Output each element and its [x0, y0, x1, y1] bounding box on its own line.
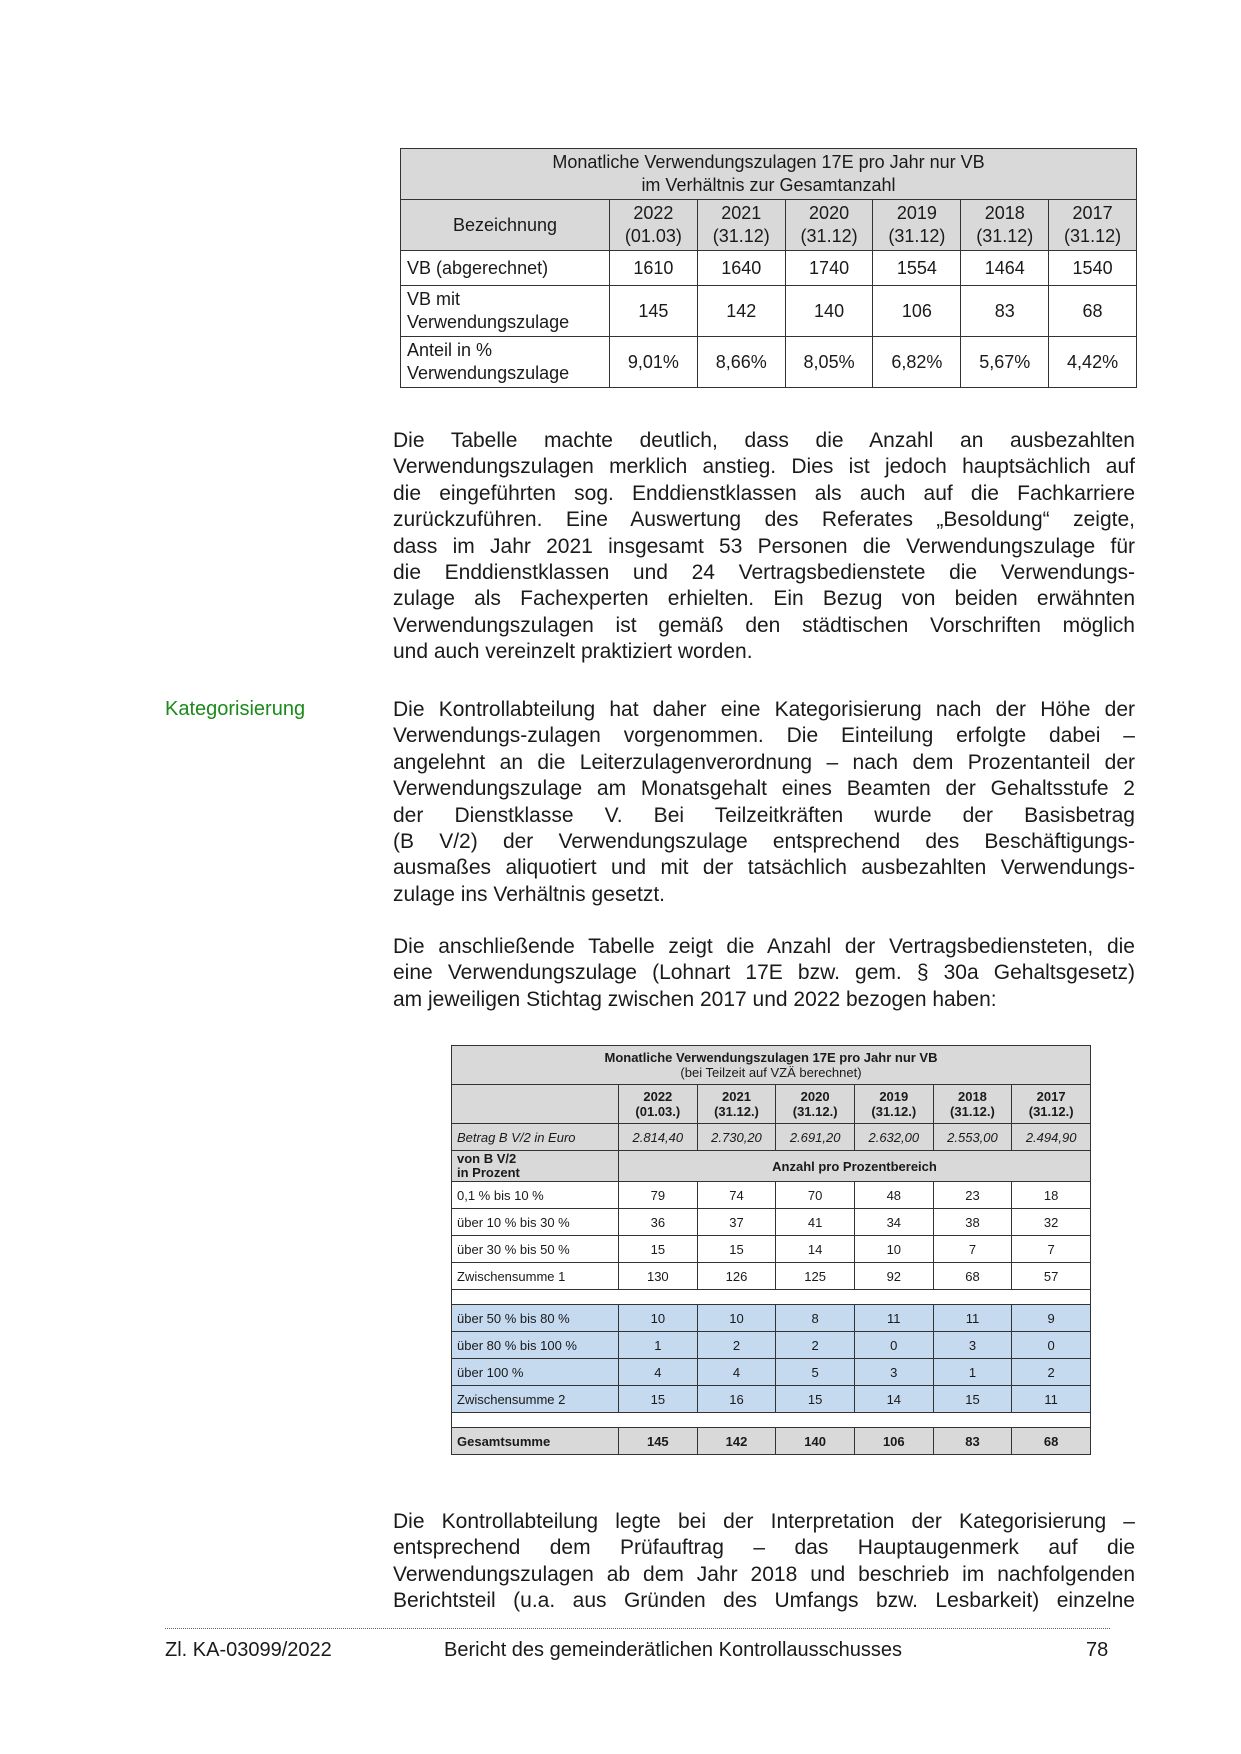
cell: 83 — [961, 286, 1049, 337]
cell: 140 — [776, 1428, 855, 1455]
column-header-empty — [452, 1085, 619, 1124]
cell: 142 — [697, 1428, 776, 1455]
table-row — [452, 1182, 1091, 1209]
paragraph-interpretation: Die Kontrollabteilung legte bei der Interpretation der Kategorisierung – entsprechend dem Prüfauftrag – das Hauptaugenmerk auf die Verwendungszulagen ab dem Jahr 2018 und beschrieb im nachfolgenden Berichtsteil (u.a. aus Gründen des Umfangs bzw. Lesbarkeit) einzelne — [393, 1510, 1135, 1613]
cell: 68 — [1012, 1428, 1091, 1455]
column-header-year: 2022 (01.03.) — [619, 1085, 698, 1124]
cell: 9 — [1012, 1305, 1091, 1332]
row-label: über 30 % bis 50 % — [452, 1236, 619, 1263]
table-row-betrag — [452, 1124, 1091, 1151]
cell: 38 — [933, 1209, 1012, 1236]
table-row — [401, 286, 1137, 337]
cell: 74 — [697, 1182, 776, 1209]
cell: 5 — [776, 1359, 855, 1386]
cell: 16 — [697, 1386, 776, 1413]
cell: 1 — [933, 1359, 1012, 1386]
table-row — [452, 1305, 1091, 1332]
column-header-year: 2018 (31.12) — [961, 200, 1049, 251]
table-title-row — [401, 149, 1137, 200]
cell: 2 — [776, 1332, 855, 1359]
table-header-row — [452, 1085, 1091, 1124]
row-label: Gesamtsumme — [452, 1428, 619, 1455]
paragraph-tabelle-deutlich: Die Tabelle machte deutlich, dass die Anzahl an ausbezahlten Verwendungszulagen merklich anstieg. Dies ist jedoch hauptsächlich auf die eingeführten sog. Enddienstklassen als auch auf die Fachkarriere zurückzuführen. Eine Auswertung des Referates „Besoldung“ zeigte, dass im Jahr 2021 insgesamt 53 Personen die Verwendungszulage für die Enddienstklassen und 24 Vertragsbedienstete die Verwendungs- zulage als Fachexperten erhielten. Ein Bezug von beiden erwähnten Verwendungszulagen ist gemäß den städtischen Vorschriften möglich und auch vereinzelt praktiziert worden. — [393, 429, 1135, 664]
page-number: 78 — [1086, 1639, 1109, 1661]
row-label: Zwischensumme 1 — [452, 1263, 619, 1290]
table-row-total — [452, 1428, 1091, 1455]
cell: 83 — [933, 1428, 1012, 1455]
column-header-year: 2021 (31.12.) — [697, 1085, 776, 1124]
cell: 2 — [1012, 1359, 1091, 1386]
cell: 142 — [697, 286, 785, 337]
cell: 23 — [933, 1182, 1012, 1209]
cell: 2.553,00 — [933, 1124, 1012, 1151]
table-section-header — [452, 1151, 1091, 1182]
margin-label-kategorisierung: Kategorisierung — [165, 698, 306, 720]
cell: 7 — [1012, 1236, 1091, 1263]
cell: 10 — [619, 1305, 698, 1332]
cell: 18 — [1012, 1182, 1091, 1209]
cell: 145 — [610, 286, 698, 337]
table-title: Monatliche Verwendungszulagen 17E pro Jahr nur VB im Verhältnis zur Gesamtanzahl — [401, 149, 1137, 200]
table-row-subtotal — [452, 1386, 1091, 1413]
cell: 2 — [697, 1332, 776, 1359]
cell: 1540 — [1049, 251, 1137, 286]
cell: 106 — [854, 1428, 933, 1455]
cell: 14 — [854, 1386, 933, 1413]
cell: 2.730,20 — [697, 1124, 776, 1151]
cell: 2.632,00 — [854, 1124, 933, 1151]
cell: 3 — [933, 1332, 1012, 1359]
cell: 92 — [854, 1263, 933, 1290]
cell: 79 — [619, 1182, 698, 1209]
cell: 2.691,20 — [776, 1124, 855, 1151]
table-row — [452, 1359, 1091, 1386]
section-header: Anzahl pro Prozentbereich — [619, 1151, 1091, 1182]
table-header-row — [401, 200, 1137, 251]
cell: 1610 — [610, 251, 698, 286]
cell: 8,66% — [697, 337, 785, 388]
cell: 7 — [933, 1236, 1012, 1263]
cell: 8,05% — [785, 337, 873, 388]
cell: 48 — [854, 1182, 933, 1209]
cell: 126 — [697, 1263, 776, 1290]
column-header-year: 2022 (01.03) — [610, 200, 698, 251]
cell: 10 — [697, 1305, 776, 1332]
row-label: VB (abgerechnet) — [401, 251, 610, 286]
cell: 41 — [776, 1209, 855, 1236]
column-header-year: 2019 (31.12) — [873, 200, 961, 251]
cell: 10 — [854, 1236, 933, 1263]
row-label: Anteil in % Verwendungszulage — [401, 337, 610, 388]
cell: 4,42% — [1049, 337, 1137, 388]
cell: 1554 — [873, 251, 961, 286]
table-row — [401, 251, 1137, 286]
table-title: Monatliche Verwendungszulagen 17E pro Jahr nur VB (bei Teilzeit auf VZÄ berechnet) — [452, 1046, 1091, 1085]
column-header: Bezeichnung — [401, 200, 610, 251]
cell: 32 — [1012, 1209, 1091, 1236]
cell: 34 — [854, 1209, 933, 1236]
table-title-row — [452, 1046, 1091, 1085]
table-row-subtotal — [452, 1263, 1091, 1290]
cell: 57 — [1012, 1263, 1091, 1290]
cell: 36 — [619, 1209, 698, 1236]
cell: 6,82% — [873, 337, 961, 388]
cell: 4 — [697, 1359, 776, 1386]
cell: 2.814,40 — [619, 1124, 698, 1151]
cell: 5,67% — [961, 337, 1049, 388]
cell: 15 — [697, 1236, 776, 1263]
paragraph-anschliessende-tabelle: Die anschließende Tabelle zeigt die Anzahl der Vertragsbediensteten, die eine Verwendungszulage (Lohnart 17E bzw. gem. § 30a Gehaltsgesetz) am jeweiligen Stichtag zwischen 2017 und 2022 bezogen haben: — [393, 935, 1135, 1011]
cell: 1 — [619, 1332, 698, 1359]
table-verwendungszulagen-prozentbereich — [451, 1045, 1091, 1455]
cell: 130 — [619, 1263, 698, 1290]
row-label: über 100 % — [452, 1359, 619, 1386]
cell: 3 — [854, 1359, 933, 1386]
cell: 11 — [1012, 1386, 1091, 1413]
row-label: über 10 % bis 30 % — [452, 1209, 619, 1236]
paragraph-kategorisierung: Die Kontrollabteilung hat daher eine Kategorisierung nach der Höhe der Verwendungs-zulagen vorgenommen. Die Einteilung erfolgte dabei – angelehnt an die Leiterzulagenverordnung – nach dem Prozentanteil der Verwendungszulage am Monatsgehalt eines Beamten der Gehaltsstufe 2 der Dienstklasse V. Bei Teilzeitkräften wurde der Basisbetrag (B V/2) der Verwendungszulage entsprechend des Beschäftigungs- ausmaßes aliquotiert und mit der tatsächlich ausbezahlten Verwendungs- zulage ins Verhältnis gesetzt. — [393, 698, 1135, 906]
cell: 68 — [933, 1263, 1012, 1290]
cell: 11 — [854, 1305, 933, 1332]
cell: 15 — [619, 1236, 698, 1263]
row-label: 0,1 % bis 10 % — [452, 1182, 619, 1209]
table-row — [452, 1209, 1091, 1236]
column-header-year: 2018 (31.12.) — [933, 1085, 1012, 1124]
cell: 106 — [873, 286, 961, 337]
cell: 1640 — [697, 251, 785, 286]
table-row — [452, 1236, 1091, 1263]
footer-reference-number: Zl. KA-03099/2022 — [165, 1639, 332, 1661]
footer-divider — [165, 1628, 1110, 1629]
cell: 11 — [933, 1305, 1012, 1332]
column-header-year: 2020 (31.12) — [785, 200, 873, 251]
cell: 14 — [776, 1236, 855, 1263]
row-label: über 50 % bis 80 % — [452, 1305, 619, 1332]
table-spacer-row — [452, 1290, 1091, 1305]
table-row — [452, 1332, 1091, 1359]
column-header-year: 2020 (31.12.) — [776, 1085, 855, 1124]
table-spacer-row — [452, 1413, 1091, 1428]
cell: 145 — [619, 1428, 698, 1455]
table-row — [401, 337, 1137, 388]
cell: 8 — [776, 1305, 855, 1332]
cell: 68 — [1049, 286, 1137, 337]
column-header-year: 2017 (31.12.) — [1012, 1085, 1091, 1124]
cell: 140 — [785, 286, 873, 337]
row-label: VB mit Verwendungszulage — [401, 286, 610, 337]
cell: 70 — [776, 1182, 855, 1209]
column-header-year: 2021 (31.12) — [697, 200, 785, 251]
cell: 125 — [776, 1263, 855, 1290]
row-label: über 80 % bis 100 % — [452, 1332, 619, 1359]
cell: 4 — [619, 1359, 698, 1386]
cell: 0 — [854, 1332, 933, 1359]
row-label: Zwischensumme 2 — [452, 1386, 619, 1413]
footer-report-title: Bericht des gemeinderätlichen Kontrollausschusses — [444, 1639, 903, 1661]
row-label: Betrag B V/2 in Euro — [452, 1124, 619, 1151]
cell: 15 — [776, 1386, 855, 1413]
cell: 0 — [1012, 1332, 1091, 1359]
row-label: von B V/2 in Prozent — [452, 1151, 619, 1182]
cell: 37 — [697, 1209, 776, 1236]
column-header-year: 2019 (31.12.) — [854, 1085, 933, 1124]
cell: 9,01% — [610, 337, 698, 388]
cell: 15 — [933, 1386, 1012, 1413]
cell: 2.494,90 — [1012, 1124, 1091, 1151]
cell: 1740 — [785, 251, 873, 286]
cell: 1464 — [961, 251, 1049, 286]
table-verwendungszulagen-anteil — [400, 148, 1137, 388]
column-header-year: 2017 (31.12) — [1049, 200, 1137, 251]
cell: 15 — [619, 1386, 698, 1413]
